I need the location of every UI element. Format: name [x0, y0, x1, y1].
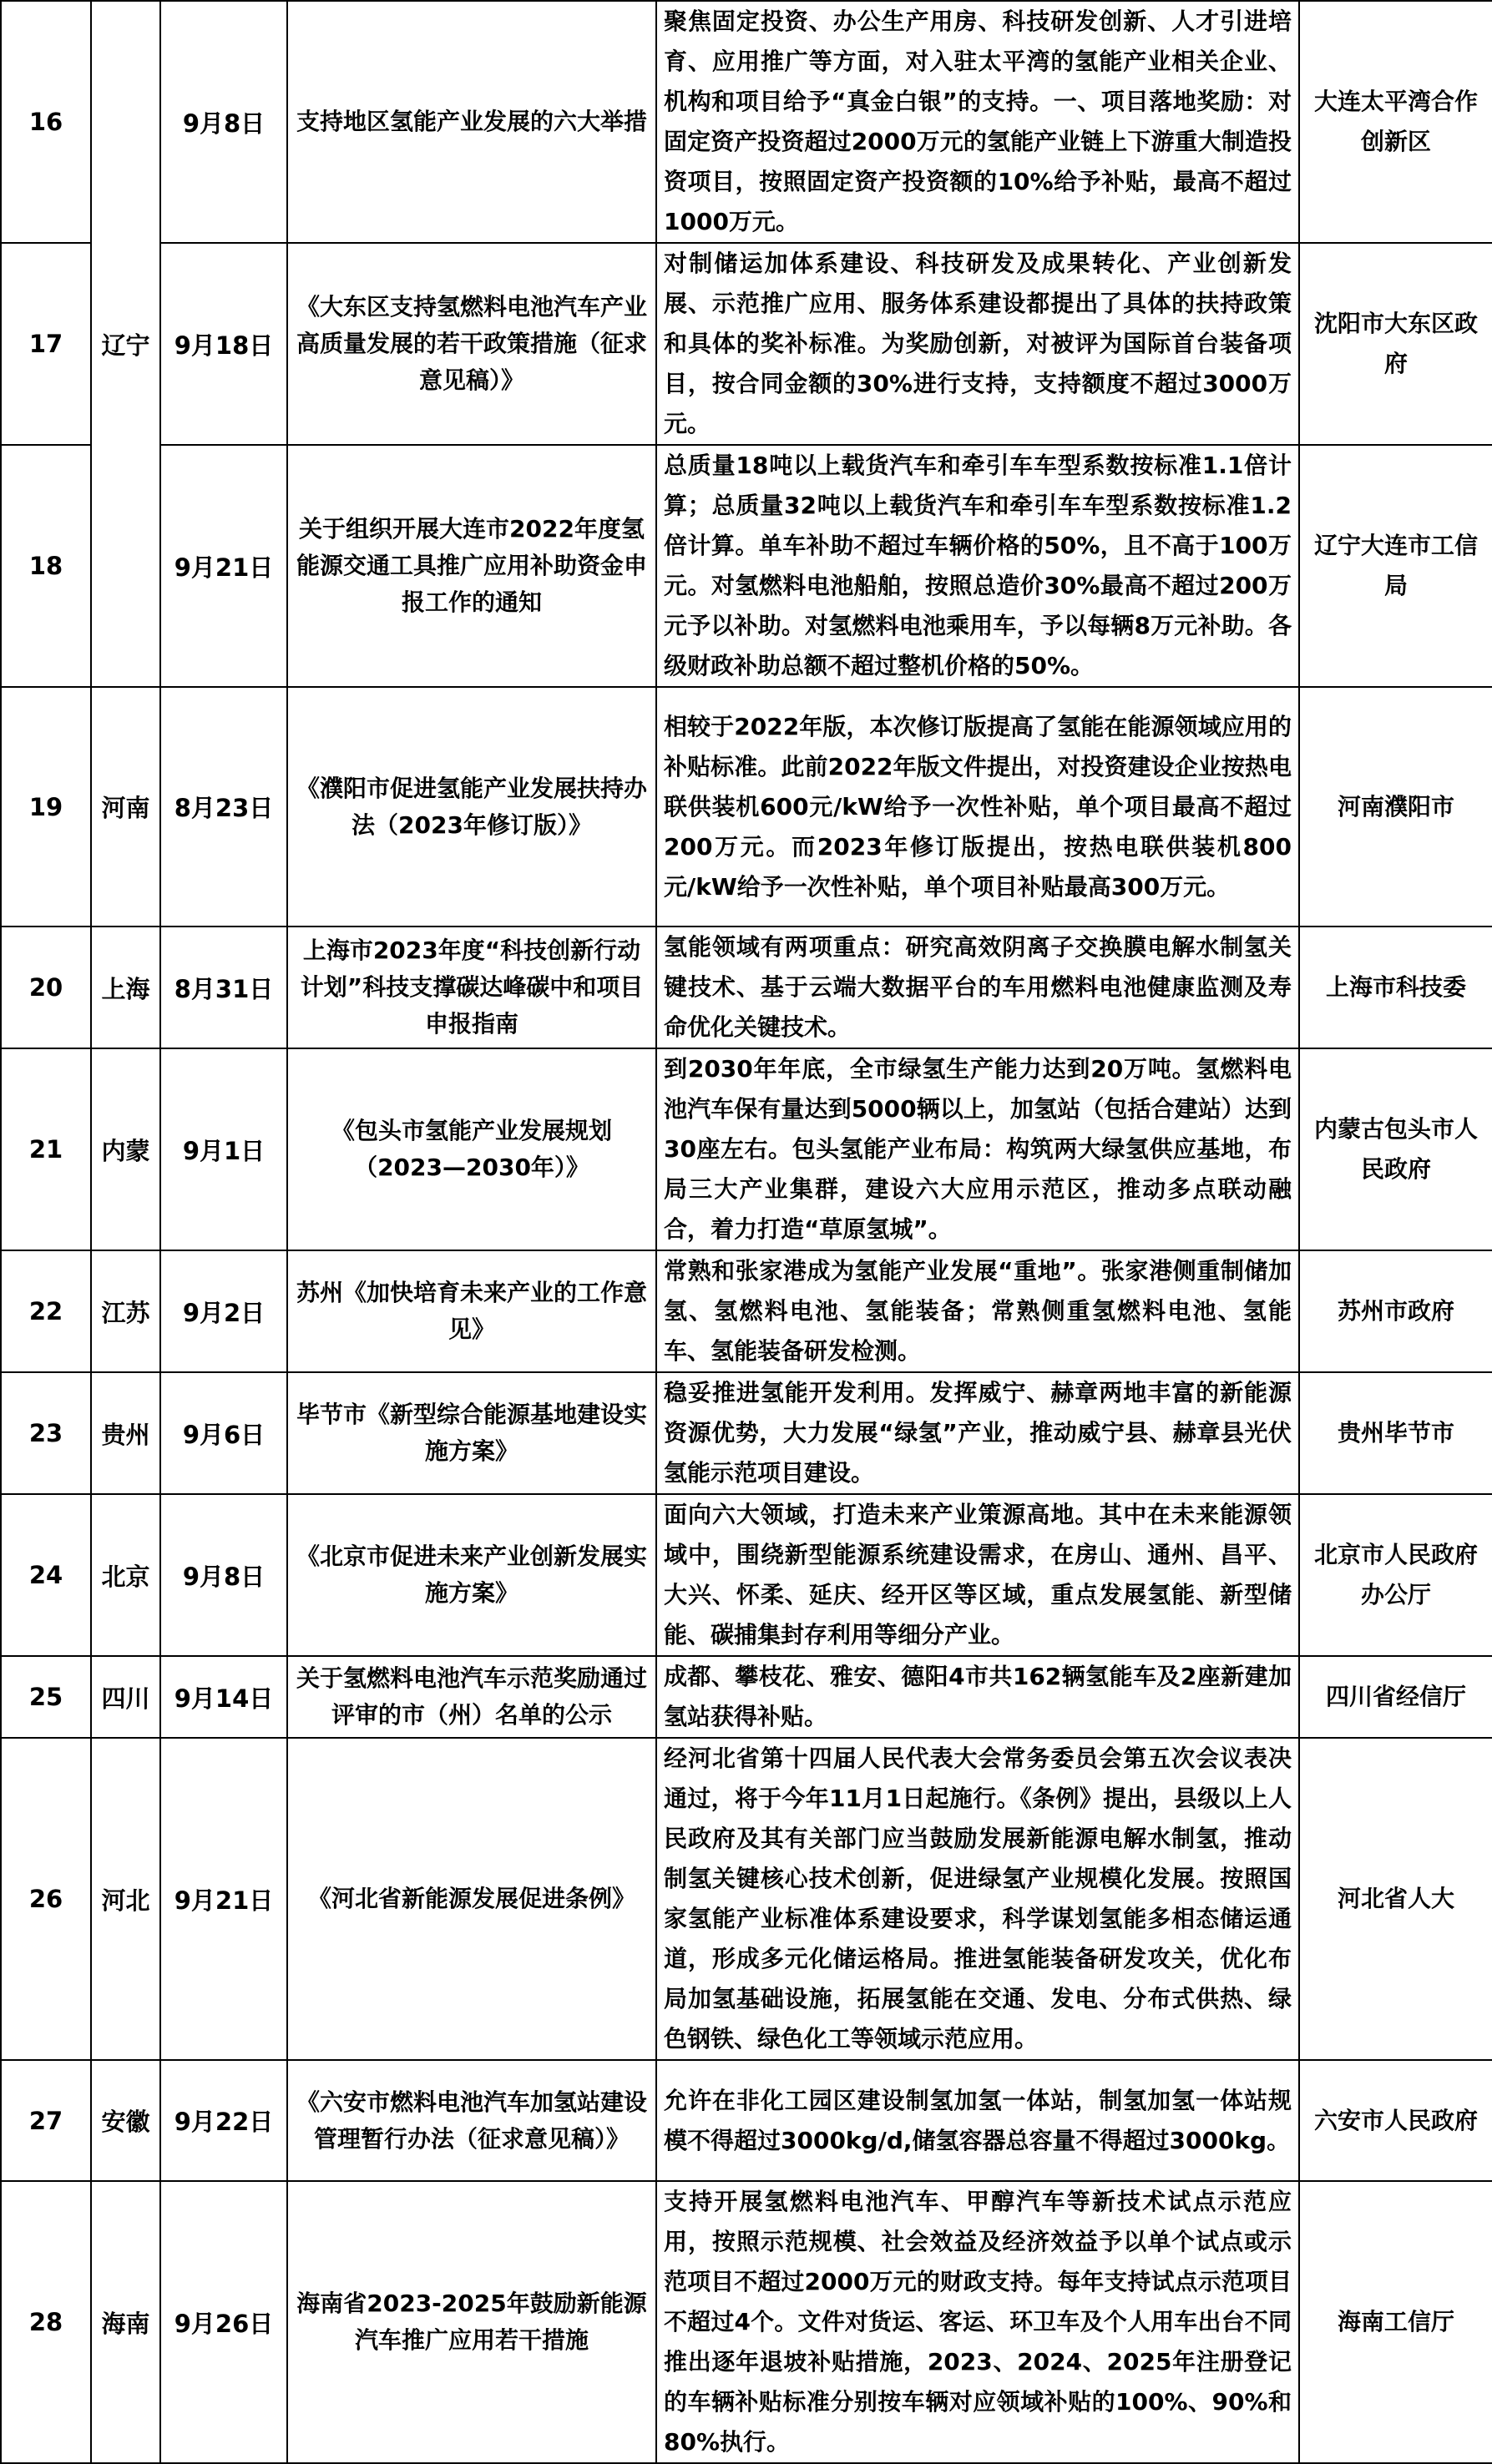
row-number: 17: [1, 243, 91, 445]
date-cell: 9月22日: [160, 2060, 287, 2181]
issuer-cell: 苏州市政府: [1299, 1250, 1492, 1372]
issuer-cell: 辽宁大连市工信局: [1299, 445, 1492, 687]
policy-title-cell: 支持地区氢能产业发展的六大举措: [287, 1, 656, 243]
date-cell: 9月2日: [160, 1250, 287, 1372]
row-number: 20: [1, 927, 91, 1048]
province-cell: 安徽: [91, 2060, 160, 2181]
table-row: [1, 2060, 1492, 2181]
row-number: 21: [1, 1048, 91, 1250]
table-row: [1, 243, 1492, 445]
policy-content-cell: 对制储运加体系建设、科技研发及成果转化、产业创新发展、示范推广应用、服务体系建设都提出了具体的扶持政策和具体的奖补标准。为奖励创新，对被评为国际首台装备项目，按合同金额的30%进行支持，支持额度不超过3000万元。: [656, 243, 1299, 445]
province-cell: 江苏: [91, 1250, 160, 1372]
date-cell: 9月14日: [160, 1656, 287, 1738]
policy-content-cell: 氢能领域有两项重点：研究高效阴离子交换膜电解水制氢关键技术、基于云端大数据平台的车用燃料电池健康监测及寿命优化关键技术。: [656, 927, 1299, 1048]
table-row: [1, 1656, 1492, 1738]
table-row: [1, 2181, 1492, 2463]
date-cell: 9月21日: [160, 445, 287, 687]
issuer-cell: 大连太平湾合作创新区: [1299, 1, 1492, 243]
date-cell: 8月23日: [160, 687, 287, 927]
table-row: [1, 687, 1492, 927]
province-cell: 内蒙: [91, 1048, 160, 1250]
policy-content-cell: 相较于2022年版，本次修订版提高了氢能在能源领域应用的补贴标准。此前2022年版文件提出，对投资建设企业按热电联供装机600元/kW给予一次性补贴，单个项目最高不超过200万元。而2023年修订版提出，按热电联供装机800元/kW给予一次性补贴，单个项目补贴最高300万元。: [656, 687, 1299, 927]
row-number: 28: [1, 2181, 91, 2463]
date-cell: 9月8日: [160, 1, 287, 243]
province-cell: 辽宁: [91, 1, 160, 687]
policy-title-cell: 《濮阳市促进氢能产业发展扶持办法（2023年修订版）》: [287, 687, 656, 927]
table-row: [1, 1738, 1492, 2060]
date-cell: 9月8日: [160, 1494, 287, 1656]
date-cell: 9月1日: [160, 1048, 287, 1250]
table-row: [1, 927, 1492, 1048]
policy-title-cell: 《六安市燃料电池汽车加氢站建设管理暂行办法（征求意见稿）》: [287, 2060, 656, 2181]
policy-content-cell: 面向六大领域，打造未来产业策源高地。其中在未来能源领域中，围绕新型能源系统建设需求，在房山、通州、昌平、大兴、怀柔、延庆、经开区等区域，重点发展氢能、新型储能、碳捕集封存利用等细分产业。: [656, 1494, 1299, 1656]
policy-content-cell: 成都、攀枝花、雅安、德阳4市共162辆氢能车及2座新建加氢站获得补贴。: [656, 1656, 1299, 1738]
issuer-cell: 河北省人大: [1299, 1738, 1492, 2060]
policy-content-cell: 经河北省第十四届人民代表大会常务委员会第五次会议表决通过，将于今年11月1日起施行。《条例》提出，县级以上人民政府及其有关部门应当鼓励发展新能源电解水制氢，推动制氢关键核心技术创新，促进绿氢产业规模化发展。按照国家氢能产业标准体系建设要求，科学谋划氢能多相态储运通道，形成多元化储运格局。推进氢能装备研发攻关，优化布局加氢基础设施，拓展氢能在交通、发电、分布式供热、绿色钢铁、绿色化工等领域示范应用。: [656, 1738, 1299, 2060]
policy-content-cell: 聚焦固定投资、办公生产用房、科技研发创新、人才引进培育、应用推广等方面，对入驻太平湾的氢能产业相关企业、机构和项目给予“真金白银”的支持。一、项目落地奖励：对固定资产投资超过2000万元的氢能产业链上下游重大制造投资项目，按照固定资产投资额的10%给予补贴，最高不超过1000万元。: [656, 1, 1299, 243]
table-row: [1, 1, 1492, 243]
policy-title-cell: 上海市2023年度“科技创新行动计划”科技支撑碳达峰碳中和项目申报指南: [287, 927, 656, 1048]
table-row: [1, 1048, 1492, 1250]
issuer-cell: 上海市科技委: [1299, 927, 1492, 1048]
policy-title-cell: 关于组织开展大连市2022年度氢能源交通工具推广应用补助资金申报工作的通知: [287, 445, 656, 687]
row-number: 19: [1, 687, 91, 927]
row-number: 24: [1, 1494, 91, 1656]
province-cell: 贵州: [91, 1372, 160, 1494]
policy-title-cell: 关于氢燃料电池汽车示范奖励通过评审的市（州）名单的公示: [287, 1656, 656, 1738]
date-cell: 8月31日: [160, 927, 287, 1048]
province-cell: 四川: [91, 1656, 160, 1738]
date-cell: 9月18日: [160, 243, 287, 445]
issuer-cell: 河南濮阳市: [1299, 687, 1492, 927]
policy-title-cell: 《北京市促进未来产业创新发展实施方案》: [287, 1494, 656, 1656]
province-cell: 河南: [91, 687, 160, 927]
date-cell: 9月21日: [160, 1738, 287, 2060]
policy-title-cell: 《河北省新能源发展促进条例》: [287, 1738, 656, 2060]
province-cell: 河北: [91, 1738, 160, 2060]
policy-title-cell: 《大东区支持氢燃料电池汽车产业高质量发展的若干政策措施（征求意见稿）》: [287, 243, 656, 445]
policy-content-cell: 稳妥推进氢能开发利用。发挥威宁、赫章两地丰富的新能源资源优势，大力发展“绿氢”产业，推动威宁县、赫章县光伏氢能示范项目建设。: [656, 1372, 1299, 1494]
policy-content-cell: 常熟和张家港成为氢能产业发展“重地”。张家港侧重制储加氢、氢燃料电池、氢能装备；常熟侧重氢燃料电池、氢能车、氢能装备研发检测。: [656, 1250, 1299, 1372]
issuer-cell: 四川省经信厅: [1299, 1656, 1492, 1738]
province-cell: 上海: [91, 927, 160, 1048]
row-number: 16: [1, 1, 91, 243]
policy-content-cell: 允许在非化工园区建设制氢加氢一体站，制氢加氢一体站规模不得超过3000kg/d,储氢容器总容量不得超过3000kg。: [656, 2060, 1299, 2181]
row-number: 25: [1, 1656, 91, 1738]
province-cell: 海南: [91, 2181, 160, 2463]
row-number: 18: [1, 445, 91, 687]
table-row: [1, 445, 1492, 687]
policy-title-cell: 《包头市氢能产业发展规划（2023—2030年）》: [287, 1048, 656, 1250]
date-cell: 9月6日: [160, 1372, 287, 1494]
row-number: 22: [1, 1250, 91, 1372]
date-cell: 9月26日: [160, 2181, 287, 2463]
issuer-cell: 贵州毕节市: [1299, 1372, 1492, 1494]
province-cell: 北京: [91, 1494, 160, 1656]
policy-table-body: [1, 1, 1492, 2463]
issuer-cell: 北京市人民政府办公厅: [1299, 1494, 1492, 1656]
policy-content-cell: 到2030年年底，全市绿氢生产能力达到20万吨。氢燃料电池汽车保有量达到5000辆以上，加氢站（包括合建站）达到30座左右。包头氢能产业布局：构筑两大绿氢供应基地，布局三大产业集群，建设六大应用示范区，推动多点联动融合，着力打造“草原氢城”。: [656, 1048, 1299, 1250]
policy-content-cell: 总质量18吨以上载货汽车和牵引车车型系数按标准1.1倍计算；总质量32吨以上载货汽车和牵引车车型系数按标准1.2倍计算。单车补助不超过车辆价格的50%，且不高于100万元。对氢燃料电池船舶，按照总造价30%最高不超过200万元予以补助。对氢燃料电池乘用车，予以每辆8万元补助。各级财政补助总额不超过整机价格的50%。: [656, 445, 1299, 687]
row-number: 26: [1, 1738, 91, 2060]
row-number: 27: [1, 2060, 91, 2181]
issuer-cell: 内蒙古包头市人民政府: [1299, 1048, 1492, 1250]
table-row: [1, 1372, 1492, 1494]
table-row: [1, 1250, 1492, 1372]
issuer-cell: 六安市人民政府: [1299, 2060, 1492, 2181]
policy-title-cell: 海南省2023-2025年鼓励新能源汽车推广应用若干措施: [287, 2181, 656, 2463]
policy-title-cell: 毕节市《新型综合能源基地建设实施方案》: [287, 1372, 656, 1494]
row-number: 23: [1, 1372, 91, 1494]
issuer-cell: 海南工信厅: [1299, 2181, 1492, 2463]
table-row: [1, 1494, 1492, 1656]
policy-content-cell: 支持开展氢燃料电池汽车、甲醇汽车等新技术试点示范应用，按照示范规模、社会效益及经济效益予以单个试点或示范项目不超过2000万元的财政支持。每年支持试点示范项目不超过4个。文件对货运、客运、环卫车及个人用车出台不同推出逐年退坡补贴措施，2023、2024、2025年注册登记的车辆补贴标准分别按车辆对应领域补贴的100%、90%和80%执行。: [656, 2181, 1299, 2463]
policy-title-cell: 苏州《加快培育未来产业的工作意见》: [287, 1250, 656, 1372]
issuer-cell: 沈阳市大东区政府: [1299, 243, 1492, 445]
